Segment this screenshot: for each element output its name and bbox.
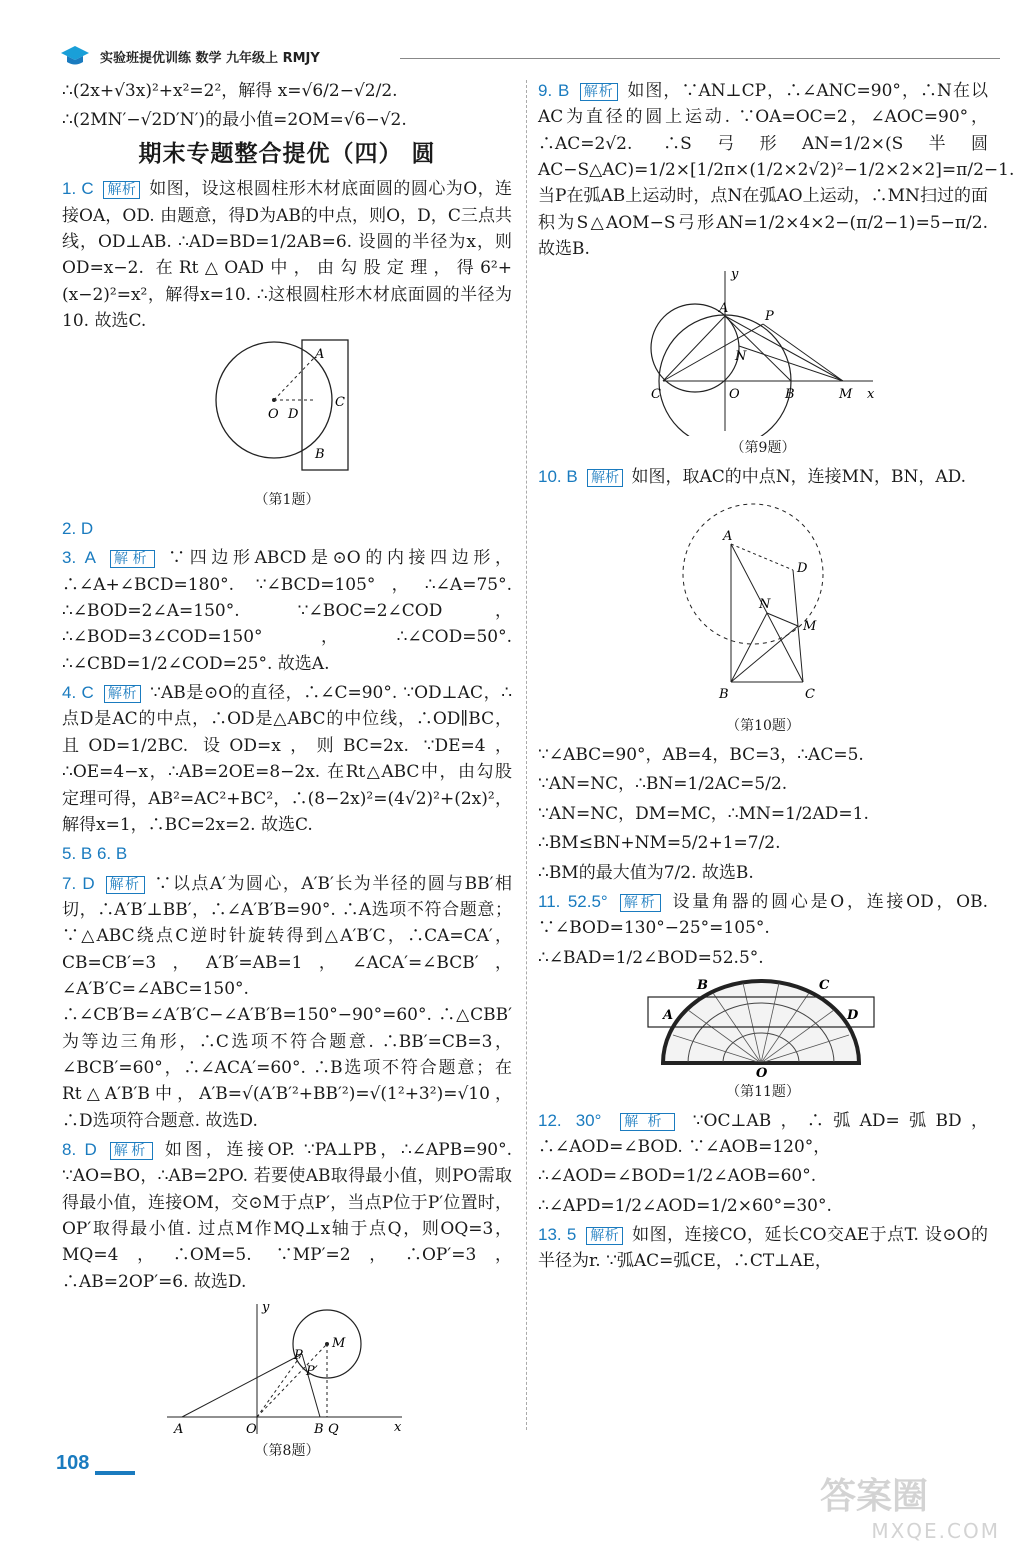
figure-11-diagram — [643, 975, 883, 1080]
question-8 — [62, 1137, 512, 1295]
q10-line-2: ∵AN=NC，∴BN=1/2AC=5/2. — [538, 774, 788, 795]
fig1-label-C: C — [335, 395, 345, 411]
question-13-text: 如图，连接CO，延长CO交AE于点T. 设⊙O的半径为r. ∵弧AC=弧CE，∴CT⊥AE， — [538, 1224, 989, 1272]
fig9-label-A: A — [719, 301, 729, 317]
page-number-value: 108 — [56, 1452, 90, 1474]
fig1-label-A: A — [315, 347, 325, 363]
question-4 — [62, 680, 512, 838]
figure-1-caption: （第1题） — [254, 492, 320, 509]
figure-10 — [538, 494, 988, 738]
fig8-label-y: y — [262, 1300, 270, 1316]
page-number-bar — [95, 1471, 135, 1475]
fig9-label-M: M — [839, 387, 853, 403]
fig11-label-C: C — [819, 977, 830, 993]
question-7 — [62, 871, 512, 1134]
fig8-label-P-prime: P′ — [306, 1364, 318, 1380]
question-12 — [538, 1108, 988, 1161]
question-11-number: 11. 52.5° — [538, 891, 608, 911]
figure-9 — [538, 266, 988, 460]
left-column — [62, 78, 512, 1467]
q10-line-1: ∵∠ABC=90°，AB=4，BC=3，∴AC=5. — [538, 745, 864, 766]
watermark-bottom: MXQE.COM — [871, 1519, 1000, 1543]
fig8-label-B: B — [314, 1422, 324, 1438]
intro-line-1: ∴(2x+√3x)²+x²=2²，解得 x=√6/2−√2/2. — [62, 81, 398, 101]
fig1-label-O: O — [268, 407, 279, 423]
figure-11-caption: （第11题） — [726, 1083, 800, 1100]
fig10-label-N: N — [759, 597, 771, 613]
watermark-top: 答案圈 — [820, 1476, 929, 1517]
question-3 — [62, 545, 512, 677]
fig9-label-P: P — [765, 309, 774, 325]
question-2 — [62, 516, 512, 542]
figure-9-caption: （第9题） — [730, 440, 796, 457]
fig10-label-M: M — [803, 619, 817, 635]
page-number — [56, 1452, 135, 1475]
fig8-label-Q: Q — [328, 1422, 339, 1438]
fig9-label-y: y — [731, 267, 739, 283]
q10-line-3: ∵AN=NC，DM=MC，∴MN=1/2AD=1. — [538, 803, 869, 824]
fig8-label-O: O — [246, 1422, 257, 1438]
watermark — [820, 1468, 1000, 1543]
fig10-label-D: D — [797, 561, 808, 577]
question-7-text: ∵以点A′为圆心，A′B′长为半径的圆与BB′相切，∴A′B′⊥BB′，∴∠A′B′B=90°. ∴A选项不符合题意；∵△ABC绕点C逆时针旋转得到△A′B′C，∴CA=CA′，CB=CB′=3，A′B′=AB=1，∠ACA′=∠BCB′，∠A′B′C=∠ABC=150°. ∴∠CB′B=∠A′B′C−∠A′B′B=150°−90°=60°. ∴△CBB′为等边三角形，∴C选项不符合题意. ∴BB′=CB=3，∠BCB′=60°，∴∠ACA′=60°. ∴B选项不符合题意；在Rt△A′B′B中，A′B=√(A′B′²+BB′²)=√(1²+3²)=√10，∴D选项符合题意. 故选D. — [62, 873, 513, 1131]
question-10-number: 10. B — [538, 467, 578, 487]
question-1-text: 如图，设这根圆柱形木材底面圆的圆心为O，连接OA，OD. 由题意，得D为AB的中点，则O，D，C三点共线，OD⊥AB. ∴AD=BD=1/2AB=6. 设圆的半径为x，则OD=x−2. 在Rt△OAD中，由勾股定理，得6²+(x−2)²=x²，解得x=10. ∴这根圆柱形木材底面圆的半径为10. 故选C. — [62, 179, 513, 332]
fig9-label-B: B — [785, 387, 795, 403]
analysis-tag: 解析 — [620, 894, 661, 912]
question-8-text: 如图，连接OP. ∵PA⊥PB，∴∠APB=90°. ∵AO=BO，∴AB=2PO. 若要使AB取得最小值，则PO需取得最小值，连接OM，交⊙M于点P′，当点P位于P′位置时，OP′取得最小值. 过点M作MQ⊥x轴于点Q，则OQ=3，MQ=4，∴OM=5. ∵MP′=2，∴OP′=3，∴AB=2OP′=6. 故选D. — [62, 1139, 512, 1292]
question-12-number: 12. 30° — [538, 1110, 602, 1130]
question-10 — [538, 464, 988, 490]
figure-11 — [538, 975, 988, 1104]
fig11-label-A: A — [663, 1007, 674, 1023]
fig9-label-O: O — [729, 387, 740, 403]
fig10-label-A: A — [723, 529, 733, 545]
fig11-label-O: O — [756, 1065, 768, 1080]
header-rule — [400, 58, 1000, 59]
q10-line-5: ∴BM的最大值为7/2. 故选B. — [538, 862, 754, 883]
figure-1-diagram — [202, 338, 372, 488]
question-3-number: 3. A — [62, 548, 96, 568]
fig11-label-D: D — [847, 1007, 859, 1023]
figure-8 — [62, 1299, 512, 1463]
figure-8-diagram — [162, 1299, 412, 1439]
question-5-6-number: 5. B 6. B — [62, 844, 128, 864]
fig1-label-D: D — [288, 407, 299, 423]
question-8-number: 8. D — [62, 1139, 97, 1159]
fig9-label-C: C — [651, 387, 661, 403]
question-9 — [538, 78, 1015, 262]
question-10-text: 如图，取AC的中点N，连接MN，BN，AD. — [631, 467, 967, 488]
analysis-tag: 解析 — [580, 83, 618, 101]
question-12-text: ∵OC⊥AB，∴弧AD=弧BD，∴∠AOD=∠BOD. ∵∠AOB=120°， — [538, 1110, 988, 1157]
fig8-label-A: A — [174, 1422, 184, 1438]
fig8-label-M: M — [332, 1336, 346, 1352]
graduation-cap-icon — [60, 44, 90, 68]
analysis-tag: 解析 — [103, 181, 140, 199]
q10-line-4: ∴BM≤BN+NM=5/2+1=7/2. — [538, 833, 781, 854]
analysis-tag: 解析 — [104, 685, 141, 703]
question-4-number: 4. C — [62, 683, 94, 703]
question-7-number: 7. D — [62, 873, 95, 893]
question-1 — [62, 176, 512, 334]
q12-line-1: ∴∠AOD=∠BOD=1/2∠AOB=60°. — [538, 1166, 817, 1187]
right-column — [538, 78, 1015, 1278]
question-11-text: 设量角器的圆心是O，连接OD，OB. ∵∠BOD=130°−25°=105°. — [538, 891, 989, 939]
analysis-tag: 解析 — [106, 876, 145, 894]
fig8-label-P: P — [294, 1348, 303, 1364]
figure-10-caption: （第10题） — [726, 718, 800, 735]
question-1-number: 1. C — [62, 179, 94, 199]
analysis-tag: 解析 — [586, 1227, 623, 1245]
figure-9-diagram — [643, 266, 883, 436]
column-divider — [526, 80, 527, 1430]
fig8-label-x: x — [394, 1420, 402, 1436]
analysis-tag: 解析 — [620, 1113, 675, 1131]
header-title: 实验班提优训练 数学 九年级上 RMJY — [100, 51, 320, 66]
question-2-number: 2. D — [62, 519, 94, 539]
section-title: 期末专题整合提优（四） 圆 — [138, 140, 436, 167]
question-9-number: 9. B — [538, 81, 570, 100]
question-13-number: 13. 5 — [538, 1224, 577, 1244]
question-13 — [538, 1222, 988, 1275]
fig10-label-C: C — [805, 687, 815, 703]
intro-line-2: ∴(2MN′−√2D′N′)的最小值=2OM=√6−√2. — [62, 110, 407, 131]
q11-line: ∴∠BAD=1/2∠BOD=52.5°. — [538, 947, 764, 968]
page-header — [60, 44, 1004, 70]
analysis-tag: 解析 — [110, 1142, 153, 1160]
figure-10-diagram — [653, 494, 873, 714]
figure-1 — [62, 338, 512, 512]
question-4-text: ∵AB是⊙O的直径，∴∠C=90°. ∵OD⊥AC，∴点D是AC的中点，∴OD是△ABC的中位线，∴OD∥BC，且OD=1/2BC. 设OD=x，则BC=2x. ∵DE=4，∴OE=4−x，∴AB=2OE=8−2x. 在Rt△ABC中，由勾股定理可得，AB²=AC²+BC²，∴(8−2x)²=(4√2)²+(2x)²，解得x=1，∴BC=2x=2. 故选C. — [62, 683, 513, 835]
fig1-label-B: B — [315, 447, 325, 463]
question-3-text: ∵四边形ABCD是⊙O的内接四边形，∴∠A+∠BCD=180°. ∵∠BCD=105°，∴∠A=75°. ∴∠BOD=2∠A=150°. ∵∠BOC=2∠COD，∴∠BOD=3∠COD=150°，∴∠COD=50°. ∴∠CBD=1/2∠COD=25°. 故选A. — [62, 548, 512, 674]
question-5-6 — [62, 841, 512, 867]
q12-line-2: ∴∠APD=1/2∠AOD=1/2×60°=30°. — [538, 1195, 832, 1216]
fig10-label-B: B — [719, 687, 729, 703]
analysis-tag: 解析 — [587, 469, 623, 487]
fig9-label-N: N — [735, 349, 747, 365]
question-9-text: 如图，∵AN⊥CP，∴∠ANC=90°，∴N在以AC为直径的圆上运动. ∵OA=OC=2，∠AOC=90°，∴AC=2√2. ∴S弓形AN=1/2×(S半圆AC−S△AC)=1/2×[1/2π×(1/2×2√2)²−1/2×2×2]=π/2−1. 当P在弧AB上运动时，点N在弧AO上运动，∴MN扫过的面积为S△AOM−S弓形AN=1/2×4×2−(π/2−1)=5−π/2. 故选B. — [538, 81, 1015, 260]
analysis-tag: 解析 — [110, 550, 155, 568]
figure-8-caption: （第8题） — [254, 1443, 320, 1460]
question-11 — [538, 889, 988, 942]
fig11-label-B: B — [697, 977, 708, 993]
fig9-label-x: x — [867, 387, 875, 403]
